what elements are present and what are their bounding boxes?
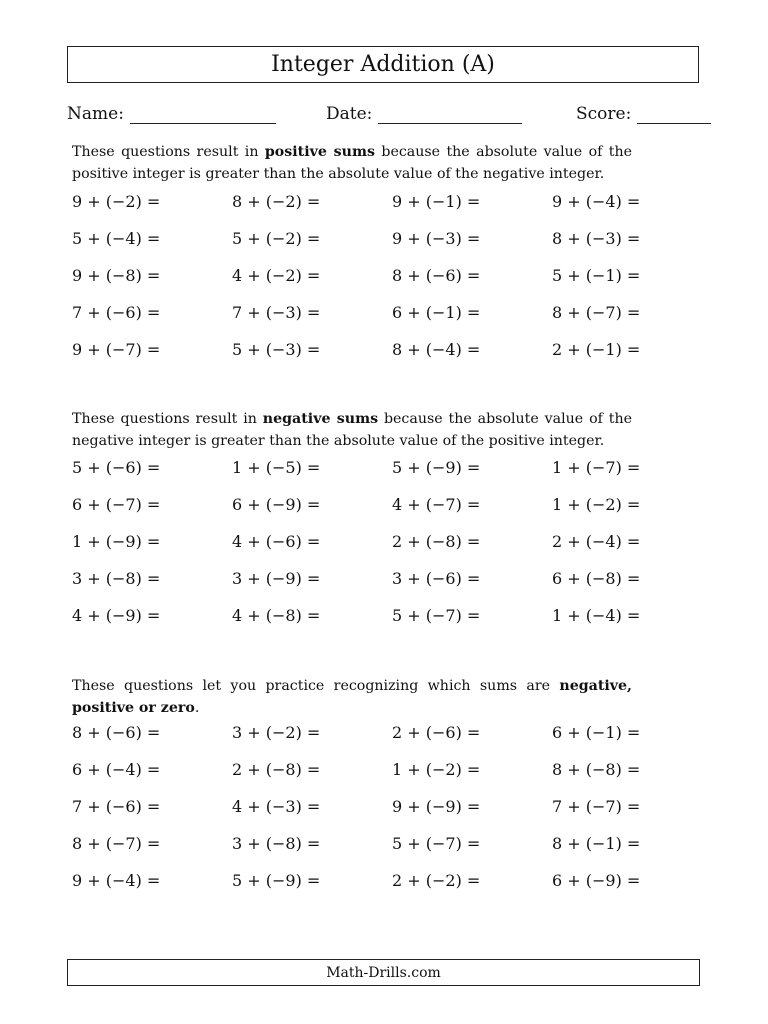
question-item: 2 + (−6) =	[392, 723, 481, 742]
score-field	[576, 99, 711, 124]
question-item: 8 + (−4) =	[392, 340, 481, 359]
date-field	[326, 99, 522, 124]
question-item: 9 + (−4) =	[72, 871, 161, 890]
score-label: Score:	[576, 104, 632, 124]
question-item: 1 + (−5) =	[232, 458, 321, 477]
name-line[interactable]	[130, 99, 276, 124]
question-item: 4 + (−8) =	[232, 606, 321, 625]
question-item: 5 + (−7) =	[392, 834, 481, 853]
score-line[interactable]	[637, 99, 711, 124]
question-item: 2 + (−8) =	[232, 760, 321, 779]
question-item: 4 + (−3) =	[232, 797, 321, 816]
question-item: 8 + (−8) =	[552, 760, 641, 779]
question-item: 4 + (−9) =	[72, 606, 161, 625]
question-item: 1 + (−7) =	[552, 458, 641, 477]
question-item: 2 + (−1) =	[552, 340, 641, 359]
question-item: 7 + (−7) =	[552, 797, 641, 816]
question-item: 8 + (−2) =	[232, 192, 321, 211]
question-item: 5 + (−9) =	[392, 458, 481, 477]
question-item: 3 + (−2) =	[232, 723, 321, 742]
question-item: 8 + (−3) =	[552, 229, 641, 248]
question-item: 9 + (−1) =	[392, 192, 481, 211]
question-item: 7 + (−6) =	[72, 303, 161, 322]
question-item: 5 + (−2) =	[232, 229, 321, 248]
instructions-negative: These questions result in negative sums because the absolute value of the negative integer is greater than the absolute value of the positive integer.	[72, 411, 632, 449]
question-item: 9 + (−9) =	[392, 797, 481, 816]
question-item: 6 + (−1) =	[552, 723, 641, 742]
question-item: 8 + (−6) =	[72, 723, 161, 742]
name-label: Name:	[67, 104, 124, 124]
question-item: 2 + (−2) =	[392, 871, 481, 890]
question-item: 1 + (−2) =	[392, 760, 481, 779]
question-item: 9 + (−3) =	[392, 229, 481, 248]
worksheet-title: Integer Addition (A)	[67, 46, 699, 83]
question-item: 9 + (−2) =	[72, 192, 161, 211]
question-item: 8 + (−6) =	[392, 266, 481, 285]
question-item: 4 + (−7) =	[392, 495, 481, 514]
question-item: 1 + (−9) =	[72, 532, 161, 551]
question-item: 6 + (−8) =	[552, 569, 641, 588]
question-item: 7 + (−6) =	[72, 797, 161, 816]
question-item: 9 + (−7) =	[72, 340, 161, 359]
question-item: 5 + (−4) =	[72, 229, 161, 248]
instructions-positive: These questions result in positive sums because the absolute value of the positive integer is greater than the absolute value of the negative integer.	[72, 144, 632, 182]
question-item: 1 + (−4) =	[552, 606, 641, 625]
question-item: 5 + (−7) =	[392, 606, 481, 625]
question-item: 9 + (−8) =	[72, 266, 161, 285]
question-item: 5 + (−9) =	[232, 871, 321, 890]
footer: Math-Drills.com	[67, 959, 700, 986]
question-item: 4 + (−2) =	[232, 266, 321, 285]
date-line[interactable]	[378, 99, 522, 124]
date-label: Date:	[326, 104, 373, 124]
instructions-mixed: These questions let you practice recognizing which sums are negative, positive or zero.	[72, 678, 632, 716]
question-item: 3 + (−9) =	[232, 569, 321, 588]
question-item: 8 + (−7) =	[552, 303, 641, 322]
name-field	[67, 99, 276, 124]
question-item: 6 + (−9) =	[232, 495, 321, 514]
question-item: 6 + (−1) =	[392, 303, 481, 322]
question-item: 5 + (−1) =	[552, 266, 641, 285]
question-item: 3 + (−8) =	[72, 569, 161, 588]
question-item: 2 + (−8) =	[392, 532, 481, 551]
question-item: 3 + (−8) =	[232, 834, 321, 853]
question-item: 8 + (−1) =	[552, 834, 641, 853]
question-item: 4 + (−6) =	[232, 532, 321, 551]
question-item: 5 + (−3) =	[232, 340, 321, 359]
question-item: 5 + (−6) =	[72, 458, 161, 477]
question-item: 8 + (−7) =	[72, 834, 161, 853]
question-item: 9 + (−4) =	[552, 192, 641, 211]
question-item: 6 + (−9) =	[552, 871, 641, 890]
question-item: 1 + (−2) =	[552, 495, 641, 514]
question-item: 2 + (−4) =	[552, 532, 641, 551]
question-item: 7 + (−3) =	[232, 303, 321, 322]
question-item: 3 + (−6) =	[392, 569, 481, 588]
question-item: 6 + (−4) =	[72, 760, 161, 779]
question-item: 6 + (−7) =	[72, 495, 161, 514]
